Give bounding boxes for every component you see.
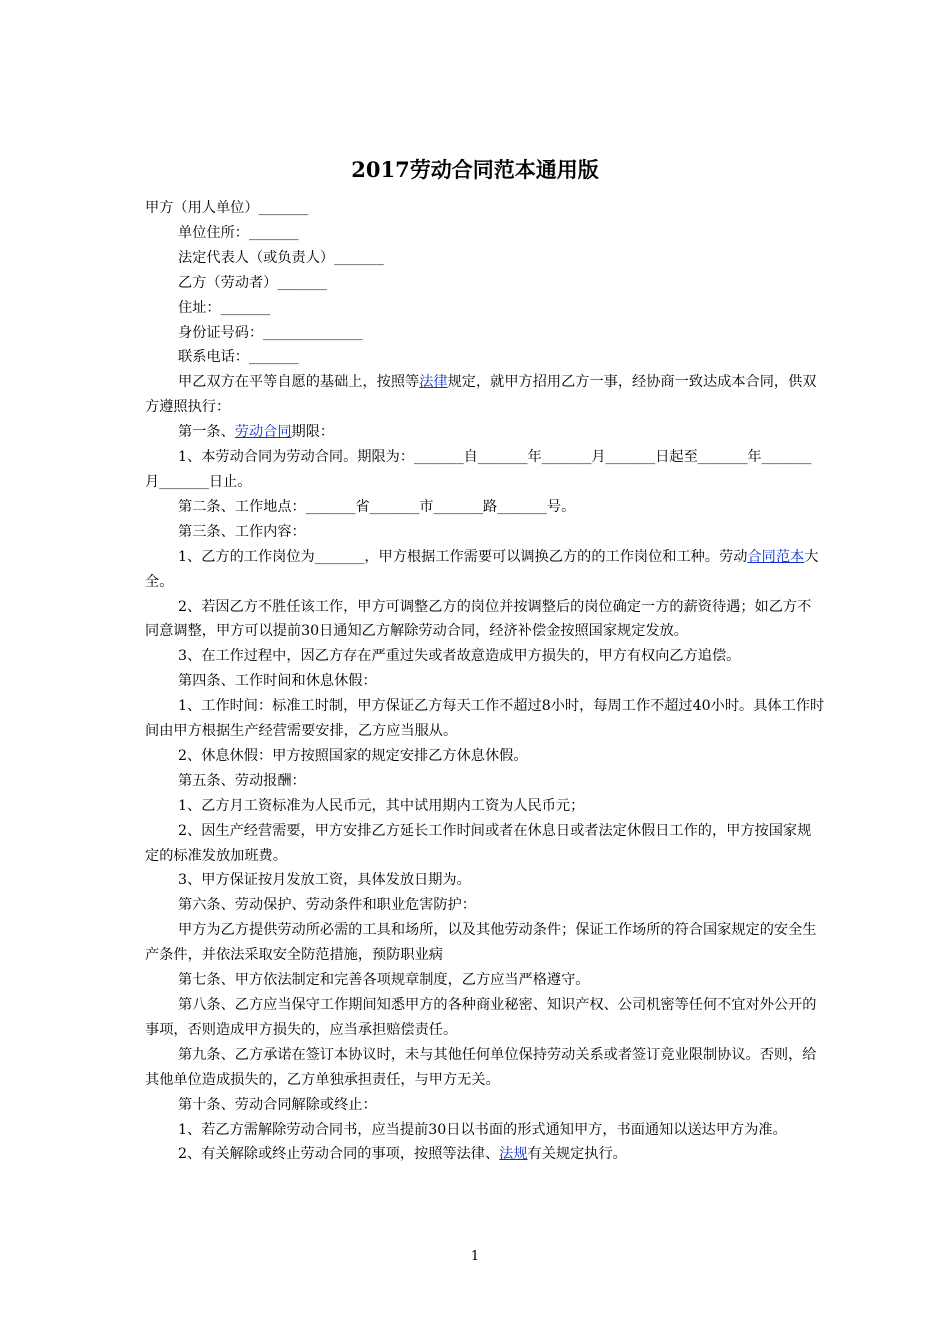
paragraph-text: 2、有关解除或终止劳动合同的事项，按照等法律、: [178, 1146, 500, 1163]
paragraph-text: 2、因生产经营需要，甲方安排乙方延长工作时间或者在休息日或者法定休假日工作的，甲方按国家规定的标准发放加班费。: [145, 822, 812, 864]
paragraph-p16: [145, 669, 825, 694]
paragraph-text: 1、本劳动合同为劳动合同。期限为：_______自_______年_______月_______日起至_______年_______月_______日止。: [145, 449, 812, 490]
paragraph-p26: [145, 993, 825, 1043]
document-title: 2017劳动合同范本通用版: [351, 157, 599, 182]
paragraph-text: 身份证号码：______________: [178, 324, 363, 341]
paragraph-text: 第二条、工作地点：_______省_______市_______路_______号。: [178, 498, 576, 515]
paragraph-p2: [145, 221, 825, 246]
paragraph-p30: [145, 1142, 825, 1167]
paragraph-text: 期限：: [291, 424, 335, 441]
paragraph-p13: [145, 545, 825, 595]
paragraph-text: 第七条、甲方依法制定和完善各项规章制度，乙方应当严格遵守。: [178, 972, 590, 989]
paragraph-text: 1、乙方的工作岗位为_______，甲方根据工作需要可以调换乙方的的工作岗位和工种。劳动: [178, 548, 748, 565]
paragraph-p18: [145, 744, 825, 769]
paragraph-p21: [145, 819, 825, 869]
paragraph-text: 第三条、工作内容：: [178, 523, 306, 540]
paragraph-p20: [145, 794, 825, 819]
paragraph-text: 住址：_______: [178, 299, 271, 316]
link-law[interactable]: 法律: [419, 374, 448, 391]
paragraph-p1: [145, 196, 825, 221]
paragraph-text: 法定代表人（或负责人）_______: [178, 249, 384, 266]
paragraph-p17: [145, 694, 825, 744]
paragraph-text: 2、若因乙方不胜任该工作，甲方可调整乙方的岗位并按调整后的岗位确定一方的薪资待遇；如乙方不同意调整，甲方可以提前30日通知乙方解除劳动合同，经济补偿金按照国家规定发放。: [145, 598, 812, 640]
paragraph-p19: [145, 769, 825, 794]
link-labor-contract[interactable]: 劳动合同: [234, 424, 292, 441]
link-contract-template[interactable]: 合同范本: [747, 548, 805, 565]
paragraph-text: 第八条、乙方应当保守工作期间知悉甲方的各种商业秘密、知识产权、公司机密等任何不宜对外公开的事项，否则造成甲方损失的，应当承担赔偿责任。: [145, 997, 817, 1038]
paragraph-p8: [145, 370, 825, 420]
paragraph-p29: [145, 1118, 825, 1143]
paragraph-p6: [145, 321, 825, 346]
paragraph-text: 2、休息休假：甲方按照国家的规定安排乙方休息休假。: [178, 747, 528, 764]
paragraph-p24: [145, 918, 825, 968]
paragraph-text: 规定，就甲方招用乙方一事，经协商一致达成本合同，供双方遵照执行：: [145, 374, 817, 416]
paragraph-p9: [145, 420, 825, 445]
paragraph-text: 3、甲方保证按月发放工资，具体发放日期为。: [178, 872, 471, 889]
paragraph-p11: [145, 495, 825, 520]
paragraph-text: 大全。: [145, 548, 819, 590]
paragraph-p10: [145, 445, 825, 495]
paragraph-p7: [145, 345, 825, 370]
paragraph-text: 1、工作时间：标准工时制，甲方保证乙方每天工作不超过8小时，每周工作不超过40小时。具体工作时间由甲方根据生产经营需要安排，乙方应当服从。: [145, 698, 825, 740]
paragraph-text: 3、在工作过程中，因乙方存在严重过失或者故意造成甲方损失的，甲方有权向乙方追偿。: [178, 648, 741, 665]
page-number: 1: [470, 1249, 480, 1264]
paragraph-text: 甲方（用人单位）_______: [145, 200, 309, 216]
paragraph-text: 甲乙双方在平等自愿的基础上，按照等: [178, 374, 420, 391]
paragraph-text: 有关规定执行。: [527, 1146, 627, 1163]
paragraph-p14: [145, 595, 825, 645]
paragraph-p27: [145, 1043, 825, 1093]
paragraph-text: 第四条、工作时间和休息休假：: [178, 673, 377, 690]
paragraph-text: 第六条、劳动保护、劳动条件和职业危害防护：: [178, 897, 476, 914]
paragraph-p12: [145, 520, 825, 545]
paragraph-text: 1、若乙方需解除劳动合同书，应当提前30日以书面的形式通知甲方，书面通知以送达甲方为准。: [178, 1121, 787, 1138]
paragraph-text: 1、乙方月工资标准为人民币元，其中试用期内工资为人民币元；: [178, 797, 585, 814]
paragraph-text: 单位住所：_______: [178, 224, 299, 241]
paragraph-p3: [145, 246, 825, 271]
paragraph-text: 乙方（劳动者）_______: [178, 274, 327, 291]
paragraph-p23: [145, 893, 825, 918]
paragraph-p5: [145, 296, 825, 321]
paragraph-text: 第五条、劳动报酬：: [178, 772, 306, 789]
document-body: [145, 196, 825, 1167]
paragraph-p22: [145, 868, 825, 893]
paragraph-p25: [145, 968, 825, 993]
paragraph-text: 第九条、乙方承诺在签订本协议时，未与其他任何单位保持劳动关系或者签订竞业限制协议。否则，给其他单位造成损失的，乙方单独承担责任，与甲方无关。: [145, 1046, 817, 1088]
paragraph-text: 联系电话：_______: [178, 349, 299, 366]
paragraph-text: 甲方为乙方提供劳动所必需的工具和场所，以及其他劳动条件；保证工作场所的符合国家规定的安全生产条件，并依法采取安全防范措施，预防职业病: [145, 922, 817, 964]
paragraph-text: 第十条、劳动合同解除或终止：: [178, 1096, 377, 1113]
paragraph-text: 第一条、: [178, 424, 235, 441]
paragraph-p4: [145, 271, 825, 296]
paragraph-p28: [145, 1093, 825, 1118]
link-regulations[interactable]: 法规: [499, 1146, 528, 1163]
paragraph-p15: [145, 644, 825, 669]
